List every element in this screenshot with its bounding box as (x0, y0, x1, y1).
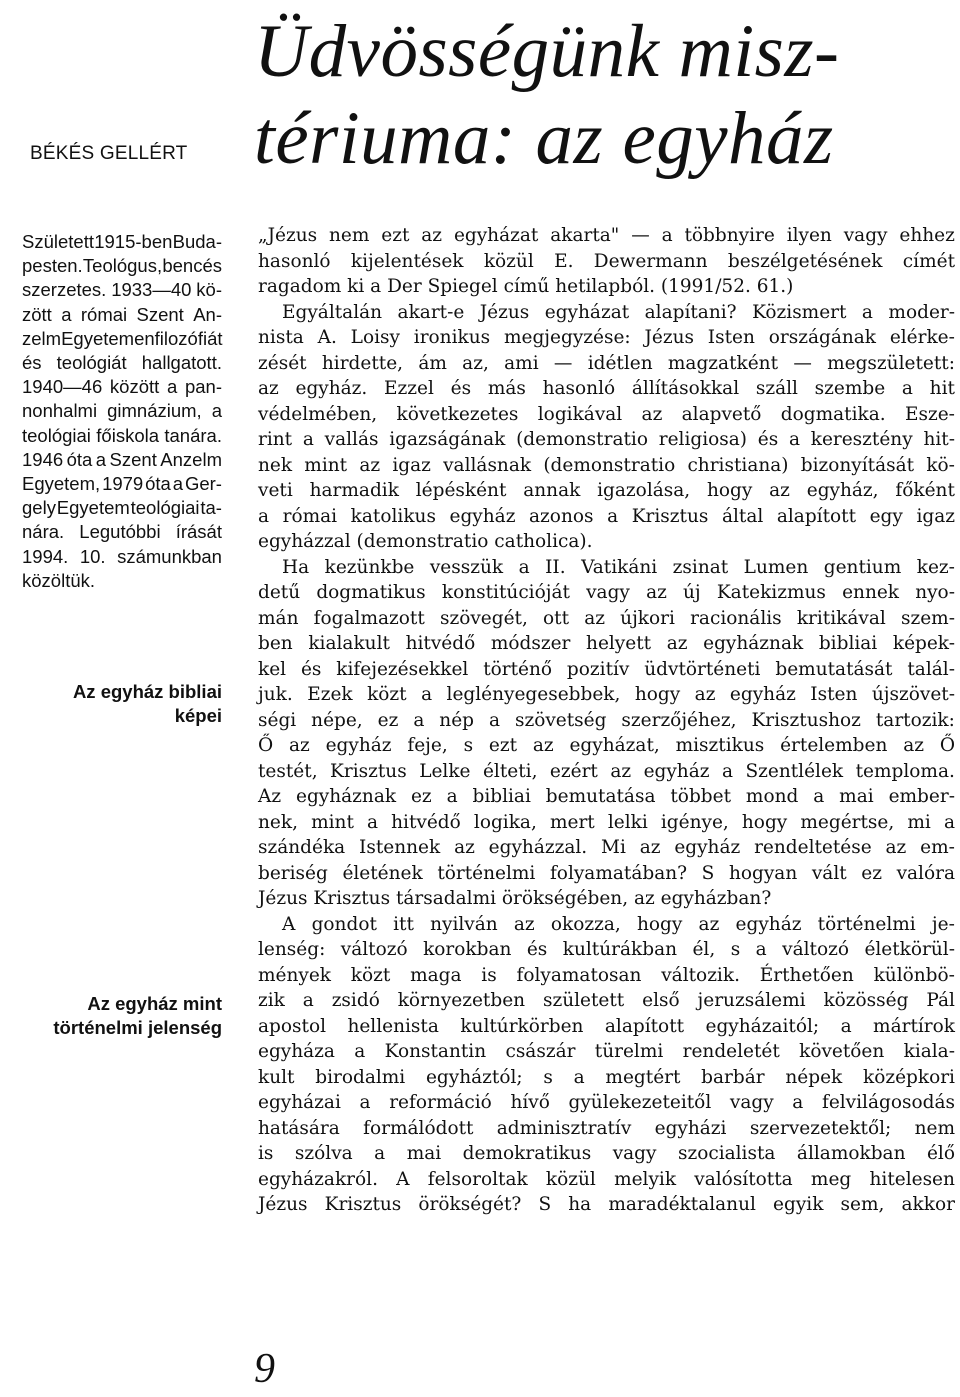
bio-line: Született 1915-ben Buda- (22, 231, 222, 252)
bio-line: 1940—46 között a pan- (22, 376, 222, 398)
body-line: egyházzal (demonstratio catholica). (258, 531, 593, 552)
body-line: hasonló kijelentések közül E. Dewermann beszélgetésének címét (258, 250, 955, 272)
body-line: detű dogmatikus konstitúcióját vagy az új Katekizmus ennek nyo- (258, 582, 955, 603)
body-line: egyházai a reformáció hívő gyülekezeteitől vagy a felvilágosodás (258, 1092, 955, 1113)
body-line: nek mint az igaz vallásnak (demonstratio christiana) bizonyítását kö- (258, 454, 955, 476)
body-line: rint a vallás igazságának (demonstratio religiosa) és a keresztény hit- (258, 429, 955, 450)
sidebar-heading-historical-phenomenon (22, 992, 222, 1040)
body-line: zik a zsidó környezetben született első jeruzsálemi közösség Pál (258, 990, 955, 1011)
bio-line: zött a római Szent An- (22, 303, 222, 325)
body-line: „Jézus nem ezt az egyházat akarta" — a többnyire ilyen vagy ehhez (258, 225, 955, 246)
body-line: beriség életének történelmi folyamatában? S hogyan vált ez valóra (258, 862, 955, 884)
body-line: védelmében, következetes logikával az alapvető dogmatika. Esze- (258, 403, 955, 425)
body-line: juk. Ezek közt a leglényegesebbek, hogy az egyház Isten újszövet- (258, 684, 955, 705)
body-line: ben kialakult hitvédő módszer helyett az egyháznak bibliai képek- (258, 633, 955, 654)
body-line: ségi népe, ez a nép a szövetség szerzőjéhez, Krisztushoz tartozik: (258, 709, 955, 731)
title-line-2: tériuma: az egyház (254, 97, 834, 180)
body-line: A gondot itt nyilván az okozza, hogy az egyház történelmi je- (282, 913, 955, 935)
body-line: apostol hellenista kultúrkörben alapított egyházaitól; a mártírok (258, 1015, 955, 1037)
body-line: lenség: változó korokban és kultúrákban él, s a változó életkörül- (258, 939, 955, 960)
body-line: Ha kezünkbe vesszük a II. Vatikáni zsinat Lumen gentium kez- (282, 556, 955, 578)
sidebar-heading-line: történelmi jelenség (53, 1017, 222, 1039)
bio-line: teológiai főiskola tanára. (22, 424, 222, 446)
author-name: BÉKÉS GELLÉRT (30, 143, 188, 164)
body-line: kult birodalmi egyháztól; s a megtért barbár népek középkori (258, 1066, 955, 1088)
bio-line: és teológiát hallgatott. (22, 352, 222, 374)
article-title (254, 8, 954, 182)
body-line: Jézus Krisztus társadalmi örökségében, az egyházban? (258, 888, 772, 909)
body-line: kel és kifejezésekkel történő pozitív üdvtörténeti bemutatását talál- (258, 658, 955, 680)
body-line: az egyház. Ezzel és más hasonló állításokkal száll szembe a hit (258, 378, 955, 399)
bio-line: gely Egyetem teológiai ta- (22, 497, 222, 519)
bio-line: nára. Legutóbbi írását (22, 521, 222, 543)
body-line: a római katolikus egyház azonos a Krisztus által alapított egy igaz (258, 505, 955, 527)
article-body (258, 223, 955, 1218)
body-line: egyháza a Konstantin császár türelmi rendeletét követően kiala- (258, 1041, 955, 1062)
body-line: Az egyháznak ez a bibliai bemutatása többet mond a mai ember- (258, 786, 955, 807)
bio-line: Egyetem, 1979 óta a Ger- (22, 473, 222, 495)
body-line: is szólva a mai demokratikus vagy szocialista államokban élő (258, 1143, 955, 1164)
body-line: Egyáltalán akart-e Jézus egyházat alapítani? Közismert a moder- (282, 301, 955, 323)
page-number: 9 (254, 1346, 275, 1392)
body-line: mán fogalmazott szövegét, ott az újkori racionális kritikával szem- (258, 607, 955, 629)
bio-line: nonhalmi gimnázium, a (22, 400, 222, 422)
bio-line: 1946 óta a Szent Anzelm (22, 448, 222, 470)
body-line: mények közt maga is folyamatosan változik. Érthetően különbö- (258, 964, 955, 986)
sidebar-heading-line: Az egyház mint (87, 993, 222, 1014)
title-line-1: Üdvösségünk misz- (254, 10, 840, 93)
body-line: nek, mint a hitvédő logika, mert lelki igénye, hogy megértse, mi a (258, 811, 955, 833)
body-line: hatására formálódott adminisztratív egyházi szervezetektől; nem (258, 1117, 955, 1139)
author-bio (22, 230, 222, 593)
sidebar-heading-biblical-images: Az egyház bibliai képei (72, 681, 222, 727)
bio-line: szerzetes. 1933—40 kö- (22, 279, 222, 301)
body-line: zését hirdette, ám az, ami — idétlen magzatként — megszületett: (258, 352, 955, 374)
body-line: testét, Krisztus Lelke élteti, ezért az egyház a Szentlélek temploma. (258, 760, 955, 782)
body-line: ragadom ki a Der Spiegel című hetilapból. (1991/52. 61.) (258, 276, 794, 297)
bio-line: 1994. 10. számunkban (22, 545, 222, 567)
body-line: Ő az egyház feje, s ezt az egyházat, misztikus értelemben az Ő (258, 735, 955, 756)
body-line: egyházakról. A felsoroltak közül melyik valósította meg hitelesen (258, 1168, 955, 1190)
body-line: szándéka Istennek az egyházzal. Mi az egyház rendeltetése az em- (258, 837, 955, 858)
bio-line: közöltük. (22, 569, 96, 591)
bio-line: pesten. Teológus, bencés (22, 255, 222, 277)
bio-line: zelm Egyetemen filozófiát (22, 327, 223, 349)
body-line: veti harmadik lépésként annak igazolása, hogy az egyház, főként (258, 480, 955, 501)
body-line: nista A. Loisy ironikus megjegyzése: Jézus Isten országának elérke- (258, 327, 955, 348)
body-line: Jézus Krisztus örökségét? S ha maradéktalanul egyik sem, akkor (258, 1194, 955, 1215)
